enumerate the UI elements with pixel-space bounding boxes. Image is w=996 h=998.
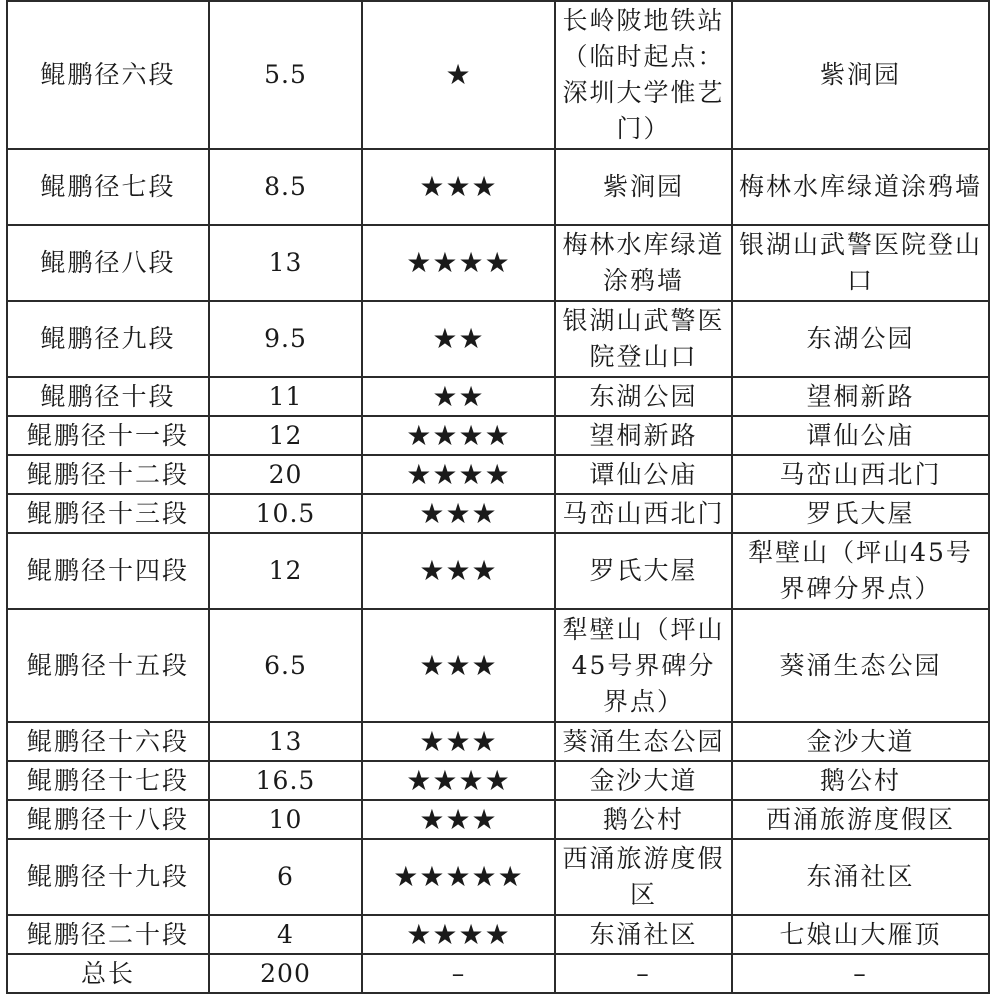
end-point: 望桐新路 (732, 377, 989, 416)
segment-name: 鲲鹏径二十段 (7, 915, 209, 954)
segment-name: 鲲鹏径十一段 (7, 416, 209, 455)
table-row (7, 609, 989, 722)
segment-length: 12 (209, 533, 362, 609)
end-point: 东湖公园 (732, 301, 989, 377)
difficulty-stars: ★★★ (362, 609, 555, 722)
segment-length: 13 (209, 722, 362, 761)
segment-name: 鲲鹏径九段 (7, 301, 209, 377)
segment-length: 9.5 (209, 301, 362, 377)
difficulty-stars: ★★★ (362, 722, 555, 761)
table-row (7, 377, 989, 416)
start-point: 金沙大道 (555, 761, 732, 800)
segment-name: 鲲鹏径十六段 (7, 722, 209, 761)
difficulty-stars: ★★★★ (362, 416, 555, 455)
start-point: 梅林水库绿道涂鸦墙 (555, 225, 732, 301)
table-row (7, 225, 989, 301)
segment-length: 13 (209, 225, 362, 301)
segment-name: 鲲鹏径十五段 (7, 609, 209, 722)
table-row (7, 494, 989, 533)
end-point: 马峦山西北门 (732, 455, 989, 494)
segment-name: 鲲鹏径六段 (7, 1, 209, 149)
total-label: 总长 (7, 954, 209, 993)
difficulty-stars: ★★★★ (362, 761, 555, 800)
difficulty-stars: ★★ (362, 301, 555, 377)
table-row-total (7, 954, 989, 993)
end-empty: – (732, 954, 989, 993)
end-point: 金沙大道 (732, 722, 989, 761)
end-point: 鹅公村 (732, 761, 989, 800)
start-point: 西涌旅游度假区 (555, 839, 732, 915)
end-point: 梅林水库绿道涂鸦墙 (732, 149, 989, 225)
difficulty-stars: ★ (362, 1, 555, 149)
difficulty-stars: ★★★★ (362, 455, 555, 494)
end-point: 西涌旅游度假区 (732, 800, 989, 839)
segment-name: 鲲鹏径七段 (7, 149, 209, 225)
table-row (7, 533, 989, 609)
difficulty-stars: ★★★★ (362, 915, 555, 954)
table-row (7, 800, 989, 839)
table-row (7, 301, 989, 377)
segment-length: 8.5 (209, 149, 362, 225)
segment-length: 6.5 (209, 609, 362, 722)
route-table (6, 0, 990, 994)
table-row (7, 149, 989, 225)
end-point: 葵涌生态公园 (732, 609, 989, 722)
end-point: 东涌社区 (732, 839, 989, 915)
segment-name: 鲲鹏径十四段 (7, 533, 209, 609)
segment-name: 鲲鹏径十八段 (7, 800, 209, 839)
difficulty-stars: ★★★ (362, 149, 555, 225)
difficulty-stars: ★★★ (362, 533, 555, 609)
segment-length: 20 (209, 455, 362, 494)
start-point: 银湖山武警医院登山口 (555, 301, 732, 377)
start-point: 鹅公村 (555, 800, 732, 839)
segment-length: 4 (209, 915, 362, 954)
start-empty: – (555, 954, 732, 993)
segment-name: 鲲鹏径十七段 (7, 761, 209, 800)
start-point: 东湖公园 (555, 377, 732, 416)
difficulty-stars: ★★★ (362, 494, 555, 533)
start-point: 马峦山西北门 (555, 494, 732, 533)
table-row (7, 839, 989, 915)
table-row (7, 1, 989, 149)
end-point: 银湖山武警医院登山口 (732, 225, 989, 301)
end-point: 紫涧园 (732, 1, 989, 149)
segment-name: 鲲鹏径十九段 (7, 839, 209, 915)
segment-length: 10.5 (209, 494, 362, 533)
table-row (7, 455, 989, 494)
segment-name: 鲲鹏径十三段 (7, 494, 209, 533)
difficulty-empty: – (362, 954, 555, 993)
start-point: 葵涌生态公园 (555, 722, 732, 761)
start-point: 望桐新路 (555, 416, 732, 455)
end-point: 七娘山大雁顶 (732, 915, 989, 954)
table-row (7, 722, 989, 761)
table-row (7, 915, 989, 954)
start-point: 紫涧园 (555, 149, 732, 225)
difficulty-stars: ★★★★ (362, 225, 555, 301)
segment-name: 鲲鹏径八段 (7, 225, 209, 301)
segment-name: 鲲鹏径十段 (7, 377, 209, 416)
difficulty-stars: ★★★ (362, 800, 555, 839)
start-point: 东涌社区 (555, 915, 732, 954)
start-point: 犁壁山（坪山45号界碑分界点） (555, 609, 732, 722)
start-point: 谭仙公庙 (555, 455, 732, 494)
start-point: 罗氏大屋 (555, 533, 732, 609)
table-row (7, 761, 989, 800)
end-point: 谭仙公庙 (732, 416, 989, 455)
end-point: 犁壁山（坪山45号界碑分界点） (732, 533, 989, 609)
total-length: 200 (209, 954, 362, 993)
segment-length: 6 (209, 839, 362, 915)
segment-length: 12 (209, 416, 362, 455)
segment-length: 10 (209, 800, 362, 839)
difficulty-stars: ★★★★★ (362, 839, 555, 915)
end-point: 罗氏大屋 (732, 494, 989, 533)
segment-name: 鲲鹏径十二段 (7, 455, 209, 494)
segment-length: 16.5 (209, 761, 362, 800)
difficulty-stars: ★★ (362, 377, 555, 416)
segment-length: 5.5 (209, 1, 362, 149)
start-point: 长岭陂地铁站（临时起点：深圳大学惟艺门） (555, 1, 732, 149)
table-row (7, 416, 989, 455)
segment-length: 11 (209, 377, 362, 416)
